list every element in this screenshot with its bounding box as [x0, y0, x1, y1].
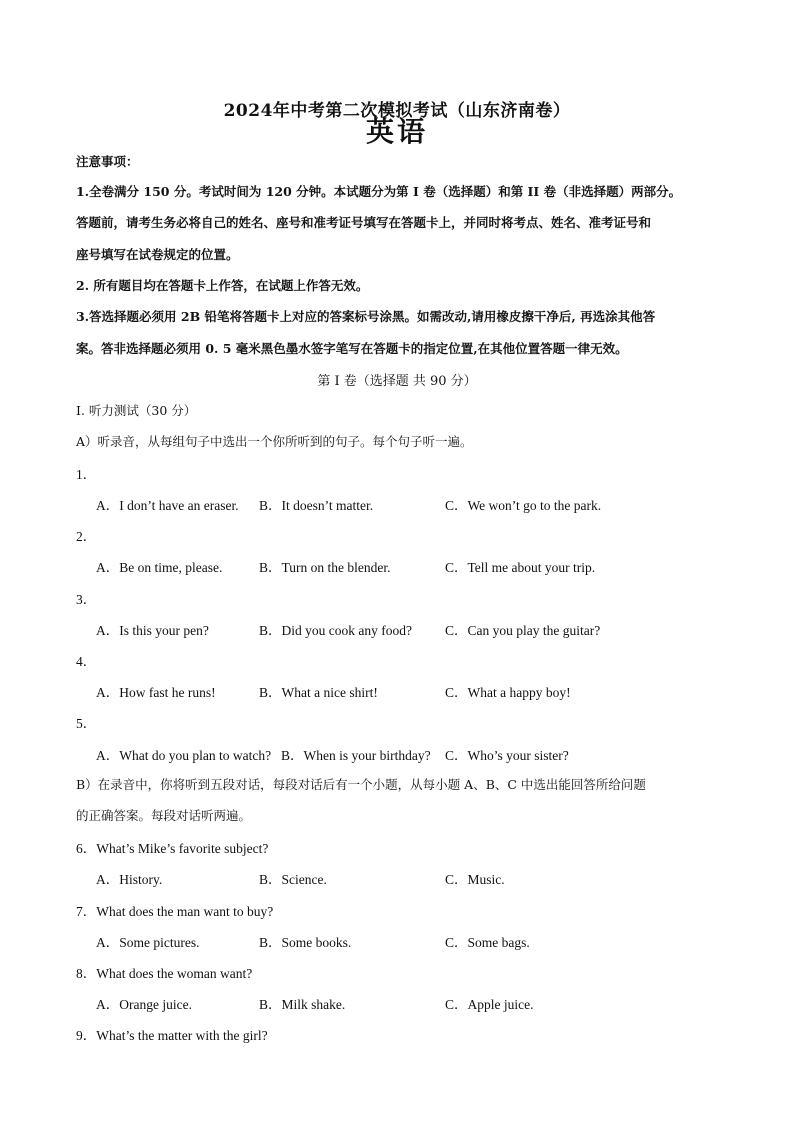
note-line-5: 3.答选择题必须用 2B 铅笔将答题卡上对应的答案标号涂黑。如需改动,请用橡皮擦干净后, 再选涂其他答	[76, 309, 656, 324]
note-line-3: 座号填写在试卷规定的位置。	[76, 247, 239, 262]
question-number: 1．	[76, 467, 97, 482]
option-c: C．Tell me about your trip.	[445, 560, 596, 575]
note-line-6: 案。答非选择题必须用 0. 5 毫米黑色墨水签字笔写在答题卡的指定位置,在其他位置答题一律无效。	[76, 341, 628, 356]
note-line-2: 答题前，请考生务必将自己的姓名、座号和准考证号填写在答题卡上，并同时将考点、姓名、准考证号和	[76, 215, 652, 230]
question-number: 4．	[76, 654, 97, 669]
option-b: B．What a nice shirt!	[259, 685, 378, 700]
option-c: C．Some bags.	[445, 935, 530, 950]
option-a: A．Be on time, please.	[96, 560, 223, 575]
question-number: 3．	[76, 592, 97, 607]
option-b: B．It doesn’t matter.	[259, 498, 374, 513]
option-a: A．I don’t have an eraser.	[96, 498, 239, 513]
subject-title: 英语	[365, 115, 428, 148]
option-c: C．Music.	[445, 872, 505, 887]
option-c: C．Can you play the guitar?	[445, 623, 601, 638]
option-a: A．Orange juice.	[96, 997, 192, 1012]
option-a: A．Some pictures.	[96, 935, 200, 950]
option-c: C．Who’s your sister?	[445, 748, 569, 763]
option-a: A．How fast he runs!	[96, 685, 216, 700]
option-b: B．Turn on the blender.	[259, 560, 391, 575]
note-line-4: 2. 所有题目均在答题卡上作答，在试题上作答无效。	[76, 278, 369, 293]
option-b: B．Milk shake.	[259, 997, 346, 1012]
exam-title: 2024年中考第二次模拟考试（山东济南卷）	[223, 101, 571, 121]
note-line-1: 1.全卷满分 150 分。考试时间为 120 分钟。本试题分为第 I 卷（选择题）和第 II 卷（非选择题）两部分。	[76, 184, 682, 199]
part-heading-listening: Ⅰ. 听力测试（30 分）	[76, 403, 197, 418]
question-text: 9．What’s the matter with the girl?	[76, 1028, 268, 1043]
option-c: C．What a happy boy!	[445, 685, 571, 700]
question-text: 7．What does the man want to buy?	[76, 904, 274, 919]
part-b-instruction-1: B）在录音中，你将听到五段对话，每段对话后有一个小题，从每小题 A、B、C 中选出能回答所给问题	[76, 777, 646, 792]
option-b: B．Did you cook any food?	[259, 623, 412, 638]
question-number: 5．	[76, 716, 97, 731]
question-text: 8．What does the woman want?	[76, 966, 253, 981]
question-number: 2．	[76, 529, 97, 544]
part-a-instruction: A）听录音，从每组句子中选出一个你所听到的句子。每个句子听一遍。	[76, 434, 473, 449]
option-a: A．History.	[96, 872, 163, 887]
option-a: A．What do you plan to watch?	[96, 748, 272, 763]
option-c: C．We won’t go to the park.	[445, 498, 602, 513]
option-a: A．Is this your pen?	[96, 623, 209, 638]
question-text: 6．What’s Mike’s favorite subject?	[76, 841, 269, 856]
option-b: B．When is your birthday?	[281, 748, 431, 763]
option-c: C．Apple juice.	[445, 997, 534, 1012]
section-title: 第 I 卷（选择题 共 90 分）	[317, 374, 477, 389]
option-b: B．Science.	[259, 872, 327, 887]
notes-heading: 注意事项：	[76, 154, 139, 169]
option-b: B．Some books.	[259, 935, 352, 950]
part-b-instruction-2: 的正确答案。每段对话听两遍。	[76, 808, 252, 823]
